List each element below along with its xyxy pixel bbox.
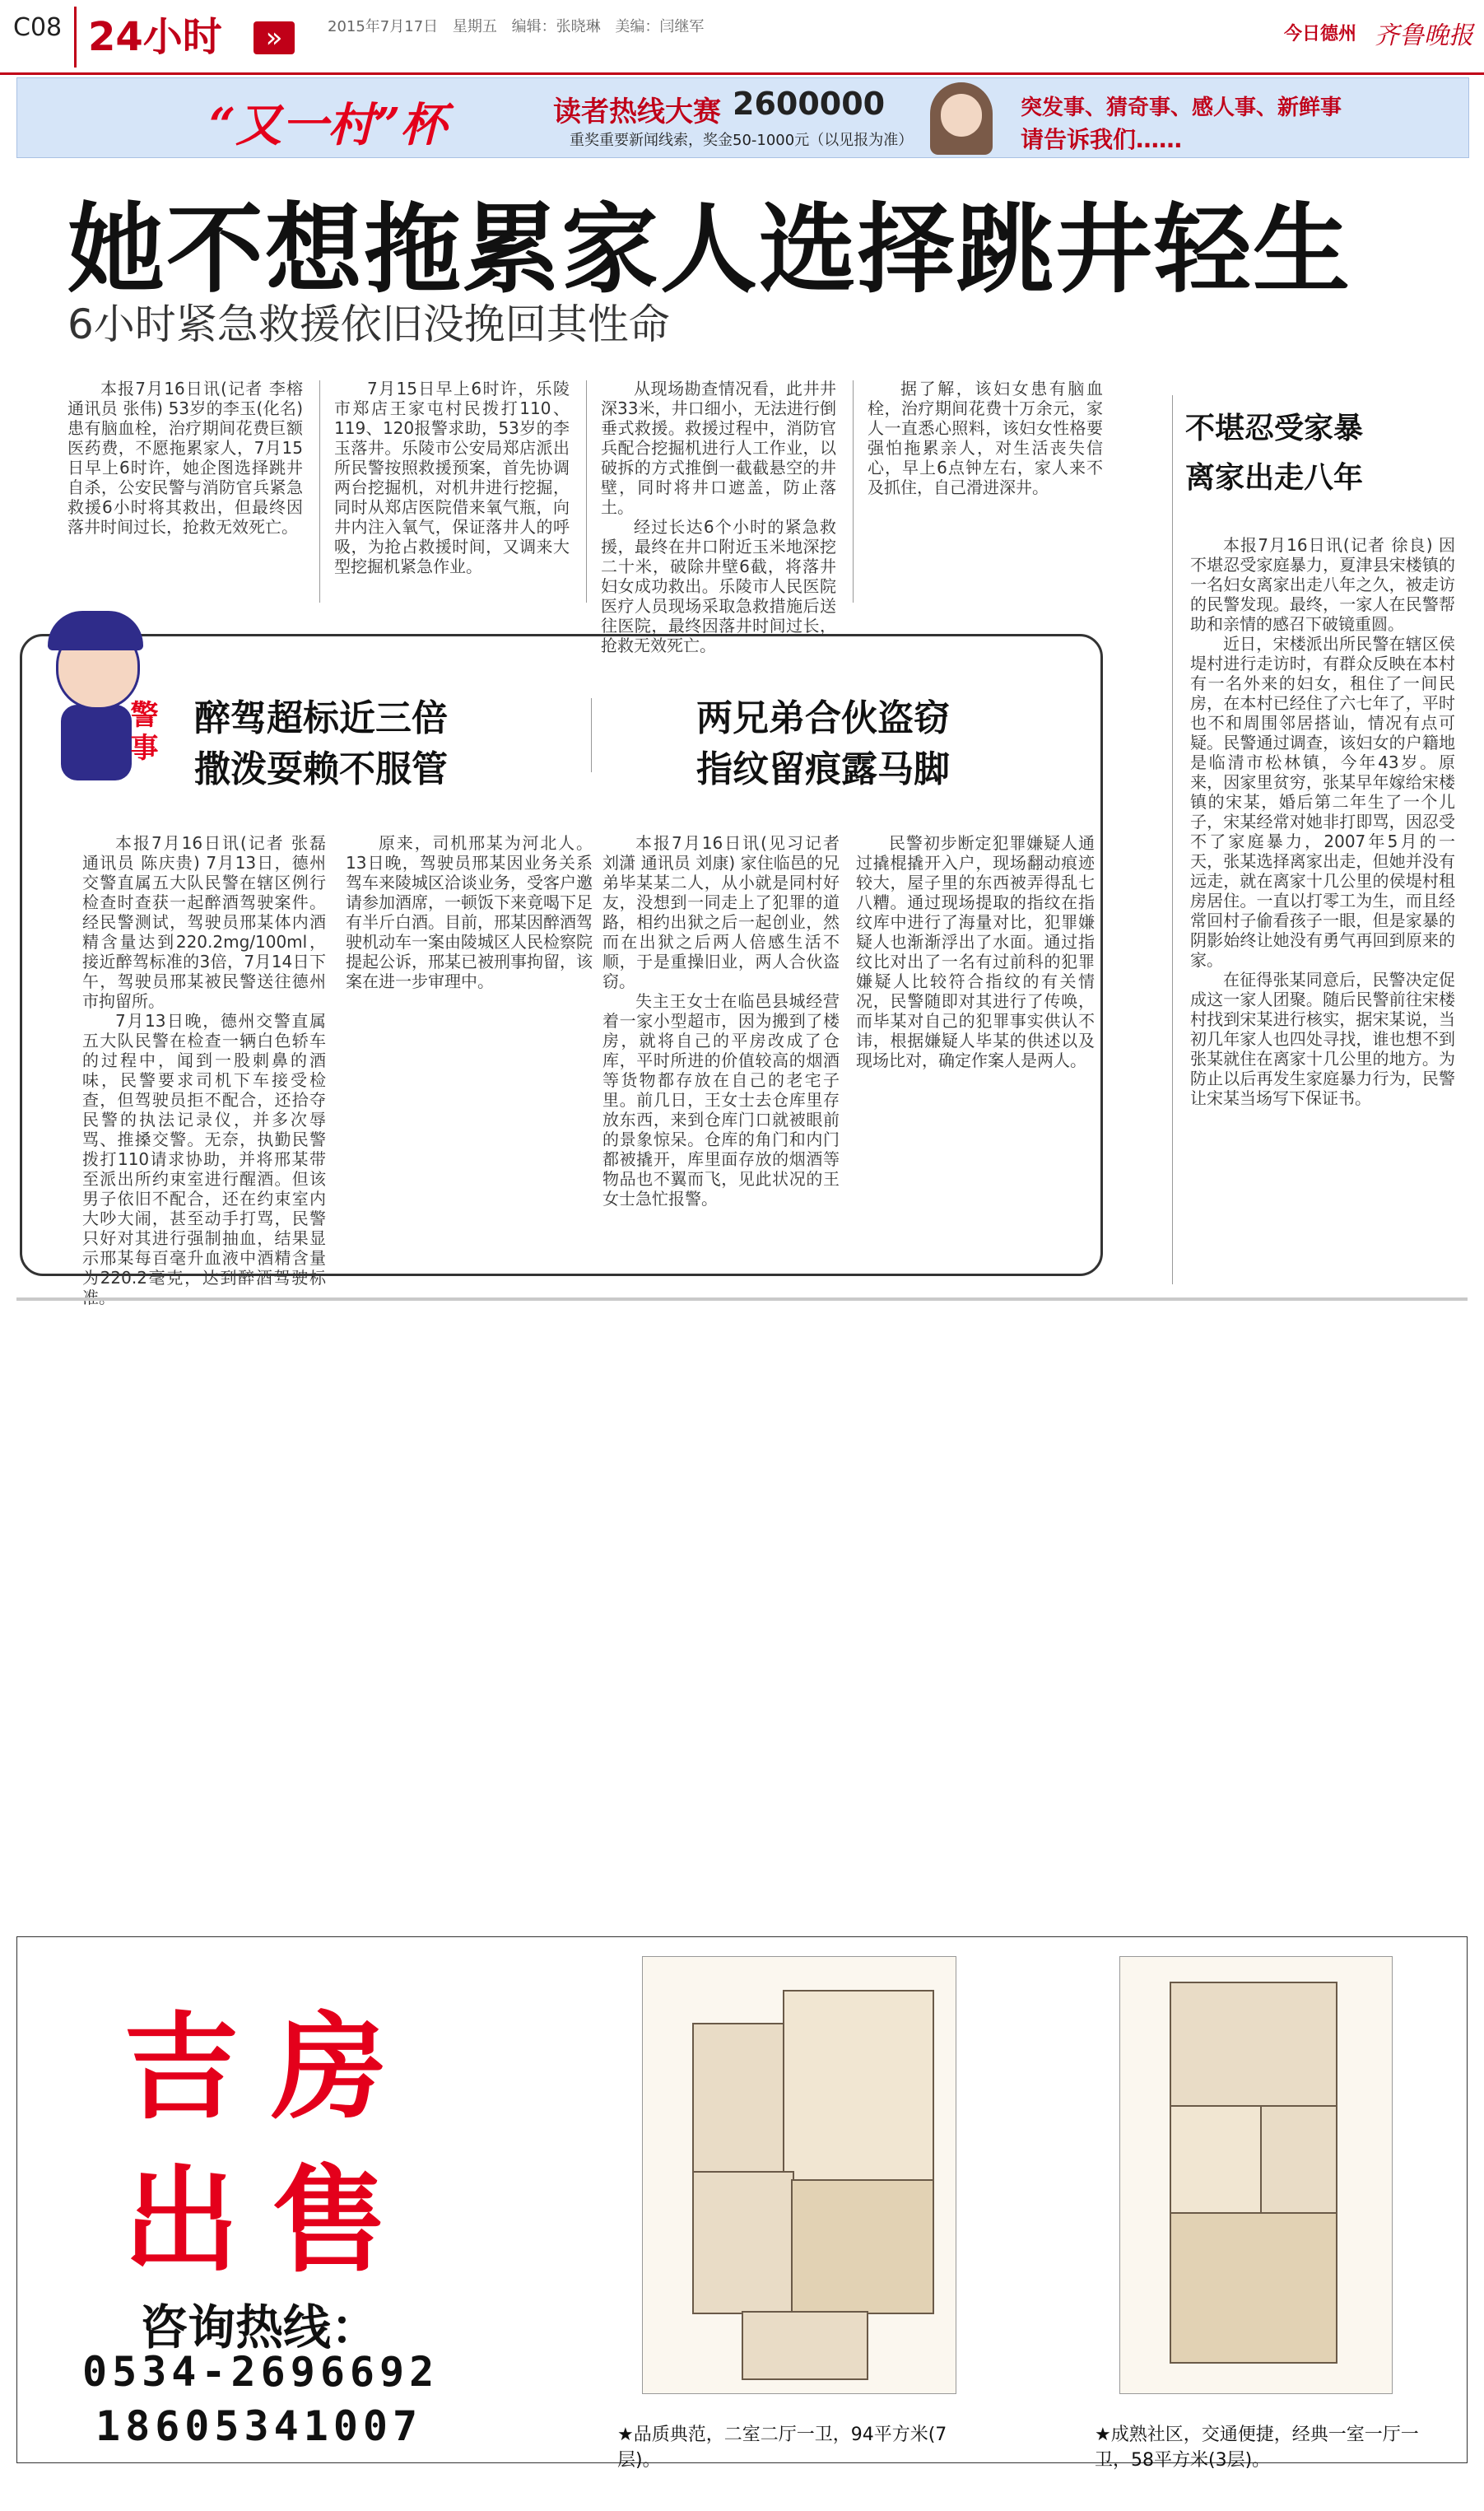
main-article-column-4 bbox=[868, 379, 1103, 497]
floor-plan-2 bbox=[1119, 1956, 1393, 2394]
main-paragraph: 7月15日早上6时许，乐陵市郑店王家屯村民拨打110、119、120报警求助，53岁的李玉落井。乐陵市公安局郑店派出所民警按照救援预案，首先协调两台挖掘机，对机井进行挖掘，同时从郑店医院借来氧气瓶，向井内注入氧气，保证落井人的呼吸，为抢占救援时间，又调来大型挖掘机紧急作业。 bbox=[334, 379, 570, 576]
section-arrow-icon: » bbox=[254, 21, 295, 54]
main-paragraph: 本报7月16日讯(记者 李榕 通讯员 张伟) 53岁的李玉(化名)患有脑血栓，治疗期间花费巨额医药费，不愿拖累家人，7月15日早上6时许，她企图选择跳井自杀，公安民警与消防官兵紧急救援6小时将其救出，但最终因落井时间过长，抢救无效死亡。 bbox=[67, 379, 303, 537]
page-number: C08 bbox=[13, 13, 63, 42]
section-title: 24小时 bbox=[74, 7, 288, 68]
police-story1-title-line2: 撒泼耍赖不服管 bbox=[194, 748, 448, 790]
issue-meta bbox=[328, 15, 704, 36]
brand-logo: 齐鲁晚报 bbox=[1375, 21, 1473, 50]
ad-phone-landline: 0534-2696692 bbox=[82, 2348, 440, 2396]
main-paragraph: 据了解，该妇女患有脑血栓，治疗期间花费十万余元，家人一直悉心照料，该妇女性格要强怕拖累亲人，对生活丧失信心，早上6点钟左右，家人来不及抓住，自己滑进深井。 bbox=[868, 379, 1103, 497]
police-title-divider bbox=[591, 698, 592, 772]
floor-plan-room bbox=[692, 2171, 794, 2314]
section-divider bbox=[16, 1297, 1468, 1301]
main-paragraph: 从现场勘查情况看，此井井深33米，井口细小，无法进行倒垂式救援。救援过程中，消防官兵配合挖掘机进行人工作业，以破拆的方式推倒一截截悬空的井壁，同时将井口遮盖，防止落土。 bbox=[601, 379, 836, 517]
main-paragraph: 经过长达6个小时的紧急救援，最终在井口附近玉米地深挖二十米，破除井壁6截，将落井妇女成功救出。乐陵市人民医院医疗人员现场采取急救措施后送往医院，最终因落井时间过长，抢救无效死亡。 bbox=[601, 517, 836, 655]
banner-hotline-label: 读者热线大赛 bbox=[553, 96, 721, 128]
police-story1-column-2 bbox=[346, 833, 593, 991]
ad-title-line1: 吉房 bbox=[123, 2001, 421, 2136]
right-article-title-line1: 不堪忍受家暴 bbox=[1185, 412, 1364, 445]
right-paragraph: 近日，宋楼派出所民警在辖区侯堤村进行走访时，有群众反映在本村有一名外来的妇女，租住了一间民房，在本村已经住了六七年了，平时也不和周围邻居搭讪，情况有点可疑。民警通过调查，该妇女的户籍地是临清市松林镇，今年43岁。原来，因家里贫穷，张某早年嫁给宋楼镇的宋某，婚后第二年生了一个儿子，宋某经常对她非打即骂，因忍受不了家庭暴力，2007年5月的一天，张某选择离家出走，但她并没有远走，就在离家十几公里的侯堤村租房居住。一直以打零工为生，而且经常回村子偷看孩子一眼，但是家暴的阴影始终让她没有勇气再回到原来的家。 bbox=[1190, 634, 1455, 970]
police-hat-icon bbox=[48, 611, 143, 650]
police-story1-column-1 bbox=[82, 833, 326, 1288]
police-paragraph: 本报7月16日讯(记者 张磊 通讯员 陈庆贵) 7月13日，德州交警直属五大队民警在辖区例行检查时查获一起醉酒驾驶案件。经民警测试，驾驶员邢某体内酒精含量达到220.2mg/100ml，接近醉驾标准的3倍，7月14日下午，驾驶员邢某被民警送往德州市拘留所。 bbox=[82, 833, 326, 1011]
brand-local: 今日德州 bbox=[1284, 24, 1357, 44]
right-article-title-line2: 离家出走八年 bbox=[1185, 461, 1364, 495]
main-headline: 她不想拖累家人选择跳井轻生 bbox=[67, 193, 1352, 306]
banner-note: 重奖重要新闻线索，奖金50-1000元（以见报为准） bbox=[570, 132, 914, 149]
police-badge-label: 警事 bbox=[125, 700, 158, 766]
ad-title-line2: 出售 bbox=[123, 2155, 421, 2289]
banner-call-to-action: 请告诉我们…… bbox=[1021, 126, 1183, 153]
issue-date: 2015年7月17日 bbox=[328, 18, 439, 35]
header-divider bbox=[0, 72, 1484, 75]
main-subheadline: 6小时紧急救援依旧没挽回其性命 bbox=[67, 300, 670, 348]
operator-face-icon bbox=[941, 94, 982, 137]
banner-hotline-number: 2600000 bbox=[733, 86, 886, 122]
column-divider bbox=[853, 380, 854, 603]
right-column-divider bbox=[1172, 395, 1173, 1284]
right-paragraph: 本报7月16日讯(记者 徐良) 因不堪忍受家庭暴力，夏津县宋楼镇的一名妇女离家出走八年之久，被走访的民警发现。最终，一家人在民警帮助和亲情的感召下破镜重圆。 bbox=[1190, 535, 1455, 634]
main-article-column-3 bbox=[601, 379, 836, 655]
column-divider bbox=[586, 380, 587, 603]
floor-plan-room bbox=[1260, 2105, 1337, 2215]
right-article-body bbox=[1190, 535, 1455, 1108]
editor-credit: 编辑：张晓琳 bbox=[511, 18, 601, 35]
police-paragraph: 原来，司机邢某为河北人。13日晚，驾驶员邢某因业务关系驾车来陵城区洽谈业务，受客户邀请参加酒席，一顿饭下来竟喝下足有半斤白酒。目前，邢某因醉酒驾驶机动车一案由陵城区人民检察院提起公诉，邢某已被刑事拘留，该案在进一步审理中。 bbox=[346, 833, 593, 991]
floor-plan-1 bbox=[642, 1956, 956, 2394]
main-article-column-2 bbox=[334, 379, 570, 576]
police-story2-title-line2: 指纹留痕露马脚 bbox=[696, 748, 950, 790]
floor-plan-room bbox=[1170, 2105, 1263, 2215]
right-paragraph: 在征得张某同意后，民警决定促成这一家人团聚。随后民警前往宋楼村找到宋某进行核实，据宋某说，当初几年家人也四处寻找，谁也想不到张某就住在离家十几公里的地方。为防止以后再发生家庭暴力行为，民警让宋某当场写下保证书。 bbox=[1190, 970, 1455, 1108]
designer-credit: 美编：闫继军 bbox=[615, 18, 705, 35]
column-divider bbox=[319, 380, 320, 603]
police-story2-column-1 bbox=[602, 833, 840, 1209]
floor-plan-room bbox=[791, 2179, 934, 2314]
floor-plan-room bbox=[783, 1990, 934, 2183]
issue-weekday: 星期五 bbox=[452, 18, 497, 35]
floor-plan-2-caption: ★成熟社区，交通便捷，经典一室一厅一卫，58平方米(3层)。 bbox=[1095, 2425, 1419, 2471]
police-story2-column-2 bbox=[856, 833, 1095, 1070]
police-paragraph: 民警初步断定犯罪嫌疑人通过撬棍撬开入户，现场翻动痕迹较大，屋子里的东西被弄得乱七八糟。通过现场提取的指纹在指纹库中进行了海量对比，犯罪嫌疑人也渐渐浮出了水面。通过指纹比对出了一名有过前科的犯罪嫌疑人比较符合指纹的有关情况，民警随即对其进行了传唤，而毕某对自己的犯罪事实供认不讳，根据嫌疑人毕某的供述以及现场比对，确定作案人是两人。 bbox=[856, 833, 1095, 1070]
banner-topics: 突发事、猜奇事、感人事、新鲜事 bbox=[1021, 96, 1342, 120]
police-paragraph: 7月13日晚，德州交警直属五大队民警在检查一辆白色轿车的过程中，闻到一股刺鼻的酒味，民警要求司机下车接受检查，但驾驶员拒不配合，还拾夺民警的执法记录仪，并多次辱骂、推搡交警。无奈，执勤民警拨打110请求协助，并将邢某带至派出所约束室进行醒酒。但该男子依旧不配合，还在约束室内大吵大闹，甚至动手打骂，民警只好对其进行强制抽血，结果显示邢某每百毫升血液中酒精含量为220.2毫克，达到醉酒驾驶标 bbox=[82, 1011, 326, 1288]
floor-plan-room bbox=[1170, 1982, 1337, 2108]
floor-plan-1-caption: ★品质典范，二室二厅一卫，94平方米(7层)。 bbox=[617, 2425, 947, 2471]
floor-plan-room bbox=[692, 2023, 786, 2174]
ad-phone-mobile: 18605341007 bbox=[95, 2402, 423, 2450]
police-paragraph: 本报7月16日讯(见习记者 刘潇 通讯员 刘康) 家住临邑的兄弟毕某某二人，从小就是同村好友，没想到一同走上了犯罪的道路，相约出狱之后一起创业，然而在出狱之后两人倍感生活不顺，于是重操旧业，两人合伙盗窃。 bbox=[602, 833, 840, 991]
floor-plan-room bbox=[742, 2311, 868, 2380]
main-article-column-1 bbox=[67, 379, 303, 537]
police-story1-title-line1: 醉驾超标近三倍 bbox=[194, 697, 448, 739]
ad-hotline-label: 咨询热线： bbox=[140, 2299, 379, 2355]
police-paragraph: 失主王女士在临邑县城经营着一家小型超市，因为搬到了楼房，就将自己的平房改成了仓库，平时所进的价值较高的烟酒等货物都存放在自己的老宅子里。前几日，王女士去仓库里存放东西，来到仓库门口就被眼前的景象惊呆。仓库的角门和内门都被撬开，库里面存放的烟酒等物品也不翼而飞，见此状况的王女士急忙报警。 bbox=[602, 991, 840, 1209]
police-story2-title-line1: 两兄弟合伙盗窃 bbox=[696, 697, 950, 739]
floor-plan-room bbox=[1170, 2212, 1337, 2364]
banner-title: “又一村”杯 bbox=[209, 98, 447, 152]
